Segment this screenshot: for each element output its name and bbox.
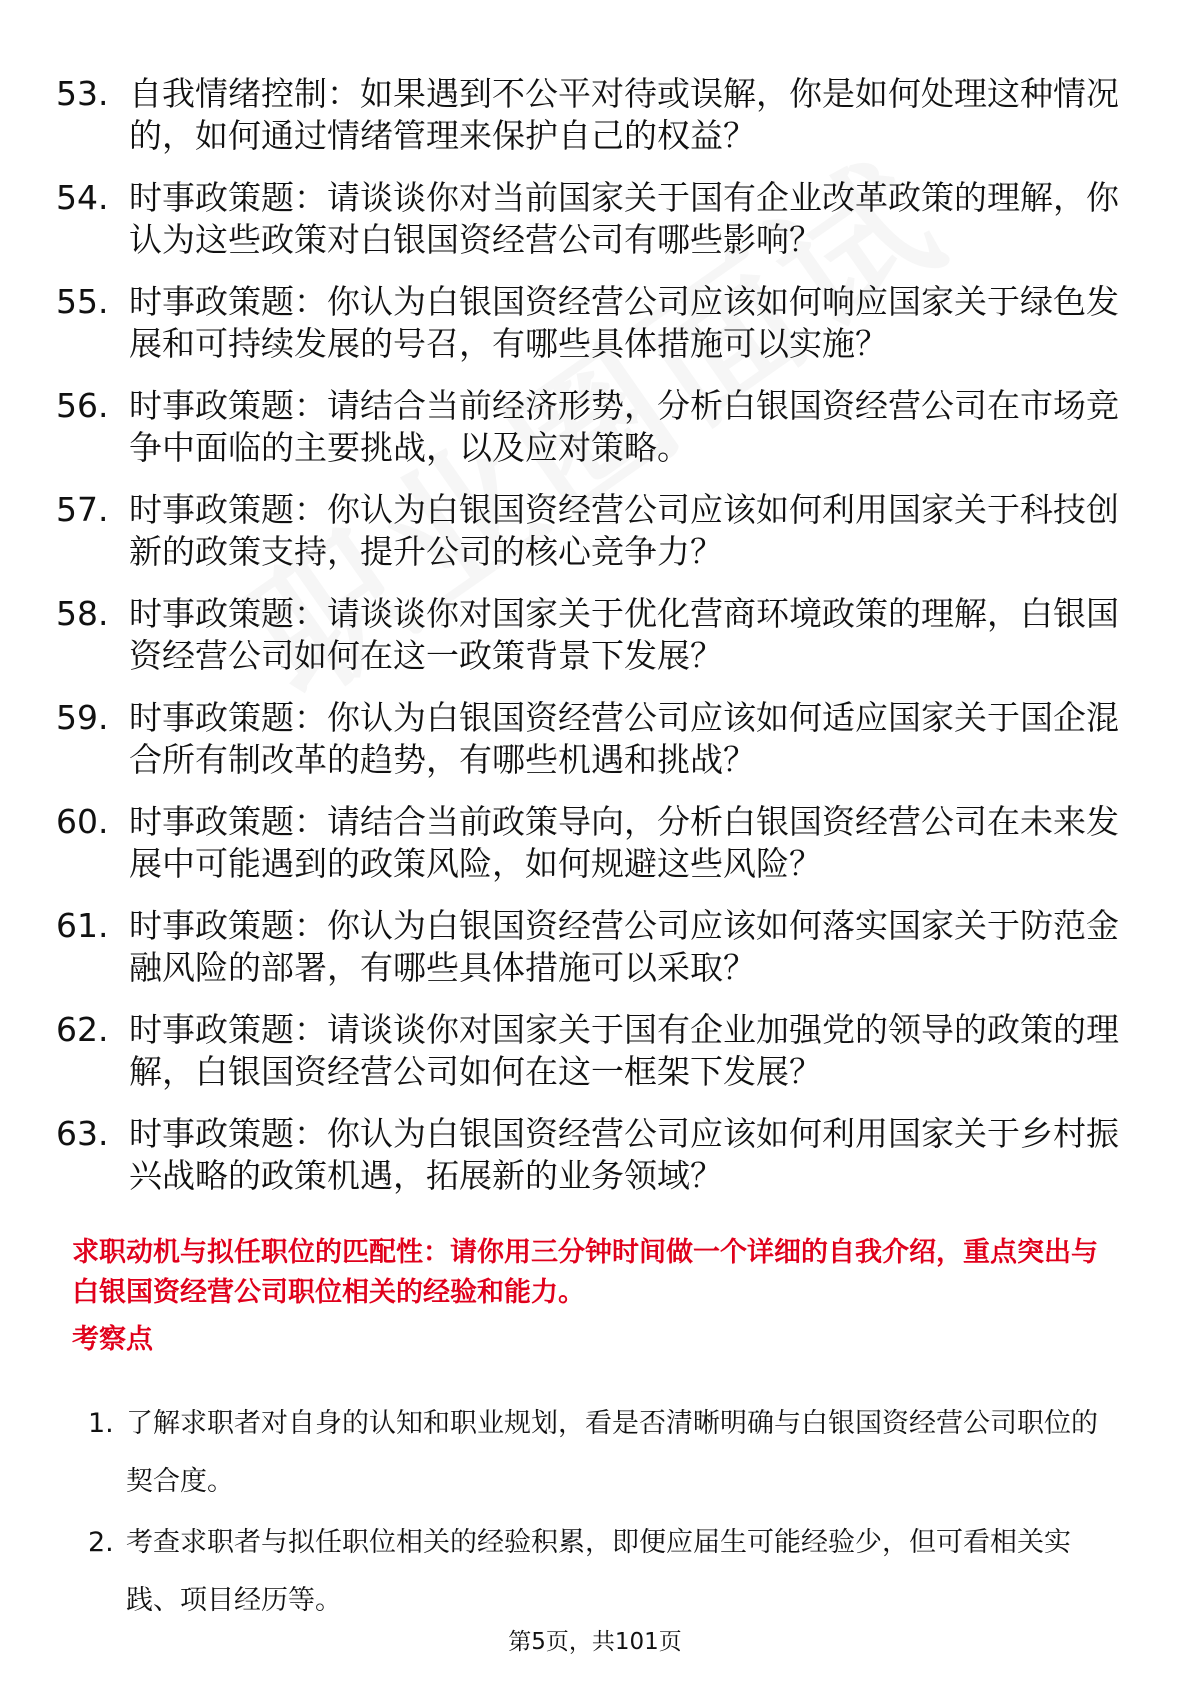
question-item [56,697,1136,781]
question-item [56,281,1136,365]
question-text: 时事政策题：请谈谈你对当前国家关于国有企业改革政策的理解，你认为这些政策对白银国资经营公司有哪些影响？ [129,178,1119,259]
question-item [56,73,1136,157]
question-number: 57. [56,490,109,529]
point-text: 了解求职者对自身的认知和职业规划，看是否清晰明确与白银国资经营公司职位的契合度。 [126,1408,1098,1497]
question-item [56,1009,1136,1093]
question-number: 60. [56,802,109,841]
question-number: 59. [56,698,109,737]
question-number: 63. [56,1114,109,1153]
question-text: 时事政策题：请结合当前经济形势，分析白银国资经营公司在市场竞争中面临的主要挑战，以及应对策略。 [129,386,1119,467]
question-text: 时事政策题：你认为白银国资经营公司应该如何适应国家关于国企混合所有制改革的趋势，有哪些机遇和挑战？ [129,698,1119,779]
question-item [56,385,1136,469]
question-text: 时事政策题：请谈谈你对国家关于优化营商环境政策的理解，白银国资经营公司如何在这一政策背景下发展？ [129,594,1119,675]
question-number: 54. [56,178,109,217]
question-text: 自我情绪控制：如果遇到不公平对待或误解，你是如何处理这种情况的，如何通过情绪管理来保护自己的权益？ [129,74,1119,155]
question-item [56,801,1136,885]
question-item [56,1113,1136,1197]
question-number: 61. [56,906,109,945]
question-item [56,489,1136,573]
question-item [56,593,1136,677]
question-text: 时事政策题：你认为白银国资经营公司应该如何响应国家关于绿色发展和可持续发展的号召，有哪些具体措施可以实施？ [129,282,1119,363]
question-number: 55. [56,282,109,321]
assessment-points-list [88,1395,1118,1633]
assessment-point [88,1395,1118,1511]
question-text: 时事政策题：请谈谈你对国家关于国有企业加强党的领导的政策的理解，白银国资经营公司如何在这一框架下发展？ [129,1010,1119,1091]
question-text: 时事政策题：你认为白银国资经营公司应该如何利用国家关于科技创新的政策支持，提升公司的核心竞争力？ [129,490,1119,571]
question-number: 56. [56,386,109,425]
highlight-question: 求职动机与拟任职位的匹配性：请你用三分钟时间做一个详细的自我介绍，重点突出与白银国资经营公司职位相关的经验和能力。 [72,1237,1098,1308]
question-text: 时事政策题：你认为白银国资经营公司应该如何利用国家关于乡村振兴战略的政策机遇，拓展新的业务领域？ [129,1114,1119,1195]
question-item [56,177,1136,261]
question-number: 58. [56,594,109,633]
question-text: 时事政策题：你认为白银国资经营公司应该如何落实国家关于防范金融风险的部署，有哪些具体措施可以采取？ [129,906,1119,987]
question-text: 时事政策题：请结合当前政策导向，分析白银国资经营公司在未来发展中可能遇到的政策风险，如何规避这些风险？ [129,802,1119,883]
question-number: 53. [56,74,109,113]
question-item [56,905,1136,989]
point-number: 2. [88,1527,114,1558]
question-number: 62. [56,1010,109,1049]
question-list [56,73,1136,1217]
page-footer: 第5页，共101页 [508,1629,682,1655]
point-text: 考查求职者与拟任职位相关的经验积累，即便应届生可能经验少，但可看相关实践、项目经历等。 [126,1527,1071,1616]
section-title: 考察点 [72,1324,153,1355]
point-number: 1. [88,1408,114,1439]
assessment-point [88,1514,1118,1630]
